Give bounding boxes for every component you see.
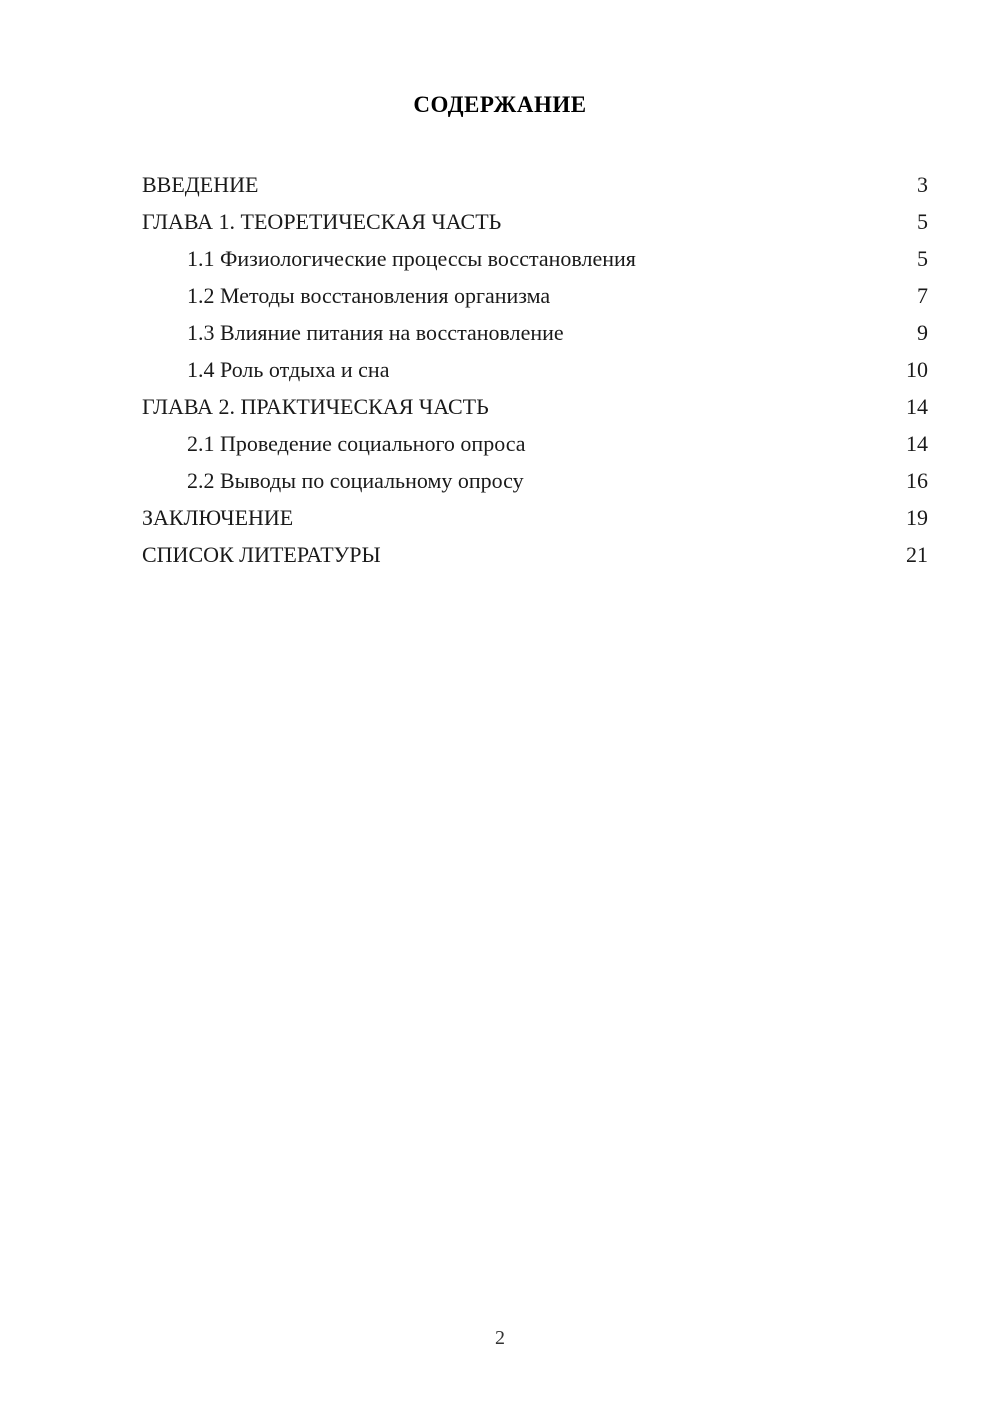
toc-entry[interactable] <box>142 351 928 388</box>
toc-entry-label: ГЛАВА 1. ТЕОРЕТИЧЕСКАЯ ЧАСТЬ <box>142 209 502 234</box>
toc-entry-label: 2.1 Проведение социального опроса <box>187 431 526 456</box>
toc-entry-label: 1.2 Методы восстановления организма <box>187 283 551 308</box>
toc-entry-page: 21 <box>906 542 928 567</box>
toc-entry[interactable] <box>142 425 928 462</box>
toc-entry-page: 3 <box>917 172 928 197</box>
page-title: СОДЕРЖАНИЕ <box>413 92 587 117</box>
toc-entry-page: 14 <box>906 431 928 456</box>
toc-entry-page: 9 <box>917 320 928 345</box>
toc-entry[interactable] <box>142 240 928 277</box>
table-of-contents <box>142 166 928 573</box>
toc-entry-label: 1.4 Роль отдыха и сна <box>187 357 390 382</box>
toc-entry-page: 5 <box>917 209 928 234</box>
toc-entry-page: 14 <box>906 394 928 419</box>
toc-entry-page: 7 <box>917 283 928 308</box>
footer-page-number: 2 <box>495 1327 505 1349</box>
toc-entry[interactable] <box>142 388 928 425</box>
toc-entry-label: СПИСОК ЛИТЕРАТУРЫ <box>142 542 381 567</box>
toc-entry-page: 10 <box>906 357 928 382</box>
toc-entry[interactable] <box>142 499 928 536</box>
toc-entry[interactable] <box>142 203 928 240</box>
toc-entry-label: ЗАКЛЮЧЕНИЕ <box>142 505 294 530</box>
toc-entry[interactable] <box>142 166 928 203</box>
toc-entry[interactable] <box>142 277 928 314</box>
toc-entry-page: 5 <box>917 246 928 271</box>
toc-entry[interactable] <box>142 314 928 351</box>
toc-entry[interactable] <box>142 462 928 499</box>
toc-entry-page: 16 <box>906 468 928 493</box>
toc-entry[interactable] <box>142 536 928 573</box>
toc-entry-label: 1.1 Физиологические процессы восстановления <box>187 246 636 271</box>
toc-entry-label: 1.3 Влияние питания на восстановление <box>187 320 564 345</box>
toc-entry-label: ВВЕДЕНИЕ <box>142 172 259 197</box>
toc-entry-page: 19 <box>906 505 928 530</box>
toc-entry-label: ГЛАВА 2. ПРАКТИЧЕСКАЯ ЧАСТЬ <box>142 394 489 419</box>
toc-entry-label: 2.2 Выводы по социальному опросу <box>187 468 524 493</box>
